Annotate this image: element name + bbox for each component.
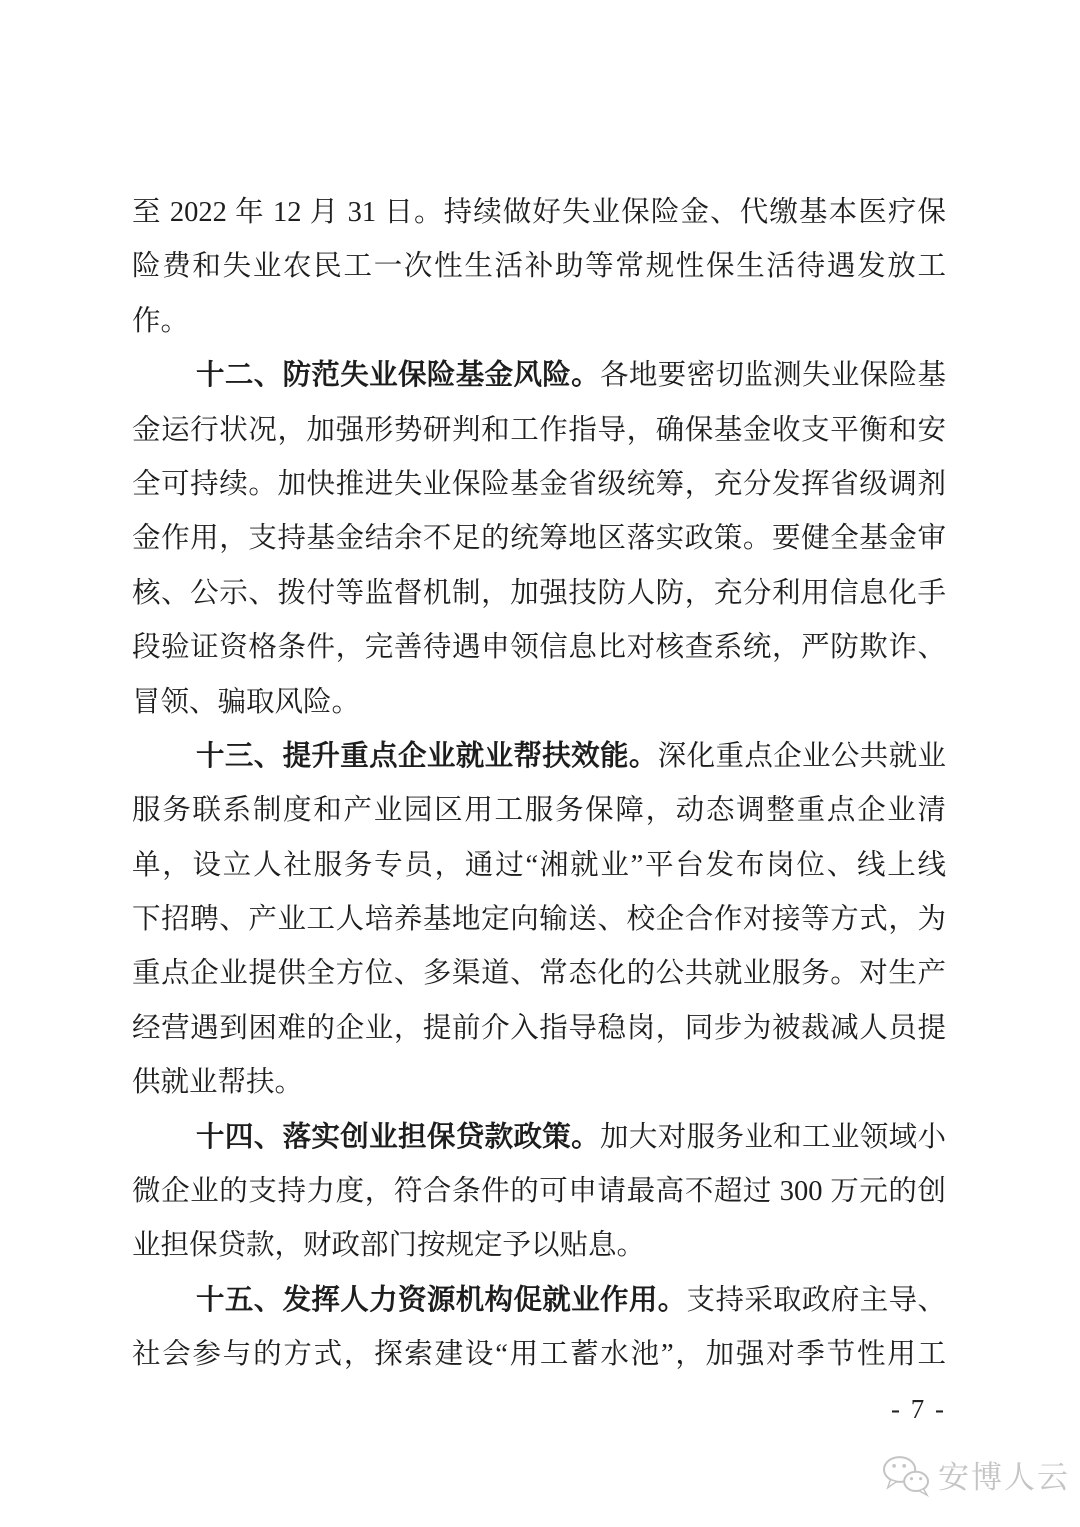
document-line: 单，设立人社服务专员，通过“湘就业”平台发布岗位、线上线 xyxy=(132,849,946,881)
document-line: 至 2022 年 12 月 31 日。持续做好失业保险金、代缴基本医疗保 xyxy=(132,197,946,228)
document-line: 冒领、骗取风险。 xyxy=(132,686,361,718)
document-line: 险费和失业农民工一次性生活补助等常规性保生活待遇发放工 xyxy=(132,251,946,283)
watermark-label: 安博人云 xyxy=(938,1460,1070,1495)
wechat-icon xyxy=(880,1453,932,1497)
document-line: 核、公示、拨付等监督机制，加强技防人防，充分利用信息化手 xyxy=(132,577,946,609)
document-line: 业担保贷款，财政部门按规定予以贴息。 xyxy=(132,1230,646,1262)
document-line: 金运行状况，加强形势研判和工作指导，确保基金收支平衡和安 xyxy=(132,414,946,446)
document-line: 下招聘、产业工人培养基地定向输送、校企合作对接等方式，为 xyxy=(132,904,946,936)
document-line: 全可持续。加快推进失业保险基金省级统筹，充分发挥省级调剂 xyxy=(132,468,946,500)
document-line: 十五、发挥人力资源机构促就业作用。支持采取政府主导、 xyxy=(196,1284,946,1316)
document-line: 金作用，支持基金结余不足的统筹地区落实政策。要健全基金审 xyxy=(132,523,946,555)
document-line: 作。 xyxy=(132,305,190,337)
document-line: 微企业的支持力度，符合条件的可申请最高不超过 300 万元的创 xyxy=(132,1176,946,1208)
document-line: 重点企业提供全方位、多渠道、常态化的公共就业服务。对生产 xyxy=(132,958,946,990)
document-line: 段验证资格条件，完善待遇申领信息比对核查系统，严防欺诈、 xyxy=(132,632,946,664)
document-line: 经营遇到困难的企业，提前介入指导稳岗，同步为被裁减人员提 xyxy=(132,1012,946,1044)
document-line: 十四、落实创业担保贷款政策。加大对服务业和工业领域小 xyxy=(196,1121,946,1153)
document-line: 社会参与的方式，探索建设“用工蓄水池”，加强对季节性用工 xyxy=(132,1339,946,1371)
document-body xyxy=(132,186,946,1383)
section-heading: 十二、防范失业保险基金风险。 xyxy=(196,360,601,392)
document-line: 供就业帮扶。 xyxy=(132,1067,304,1099)
document-line: 服务联系制度和产业园区用工服务保障，动态调整重点企业清 xyxy=(132,795,946,827)
document-line: 十三、提升重点企业就业帮扶效能。深化重点企业公共就业 xyxy=(196,740,946,772)
section-heading: 十五、发挥人力资源机构促就业作用。 xyxy=(196,1284,687,1316)
section-heading: 十四、落实创业担保贷款政策。 xyxy=(196,1121,601,1153)
watermark xyxy=(880,1452,1070,1497)
page-number: - 7 - xyxy=(891,1394,946,1424)
document-line: 十二、防范失业保险基金风险。各地要密切监测失业保险基 xyxy=(196,360,946,392)
section-heading: 十三、提升重点企业就业帮扶效能。 xyxy=(196,740,658,772)
